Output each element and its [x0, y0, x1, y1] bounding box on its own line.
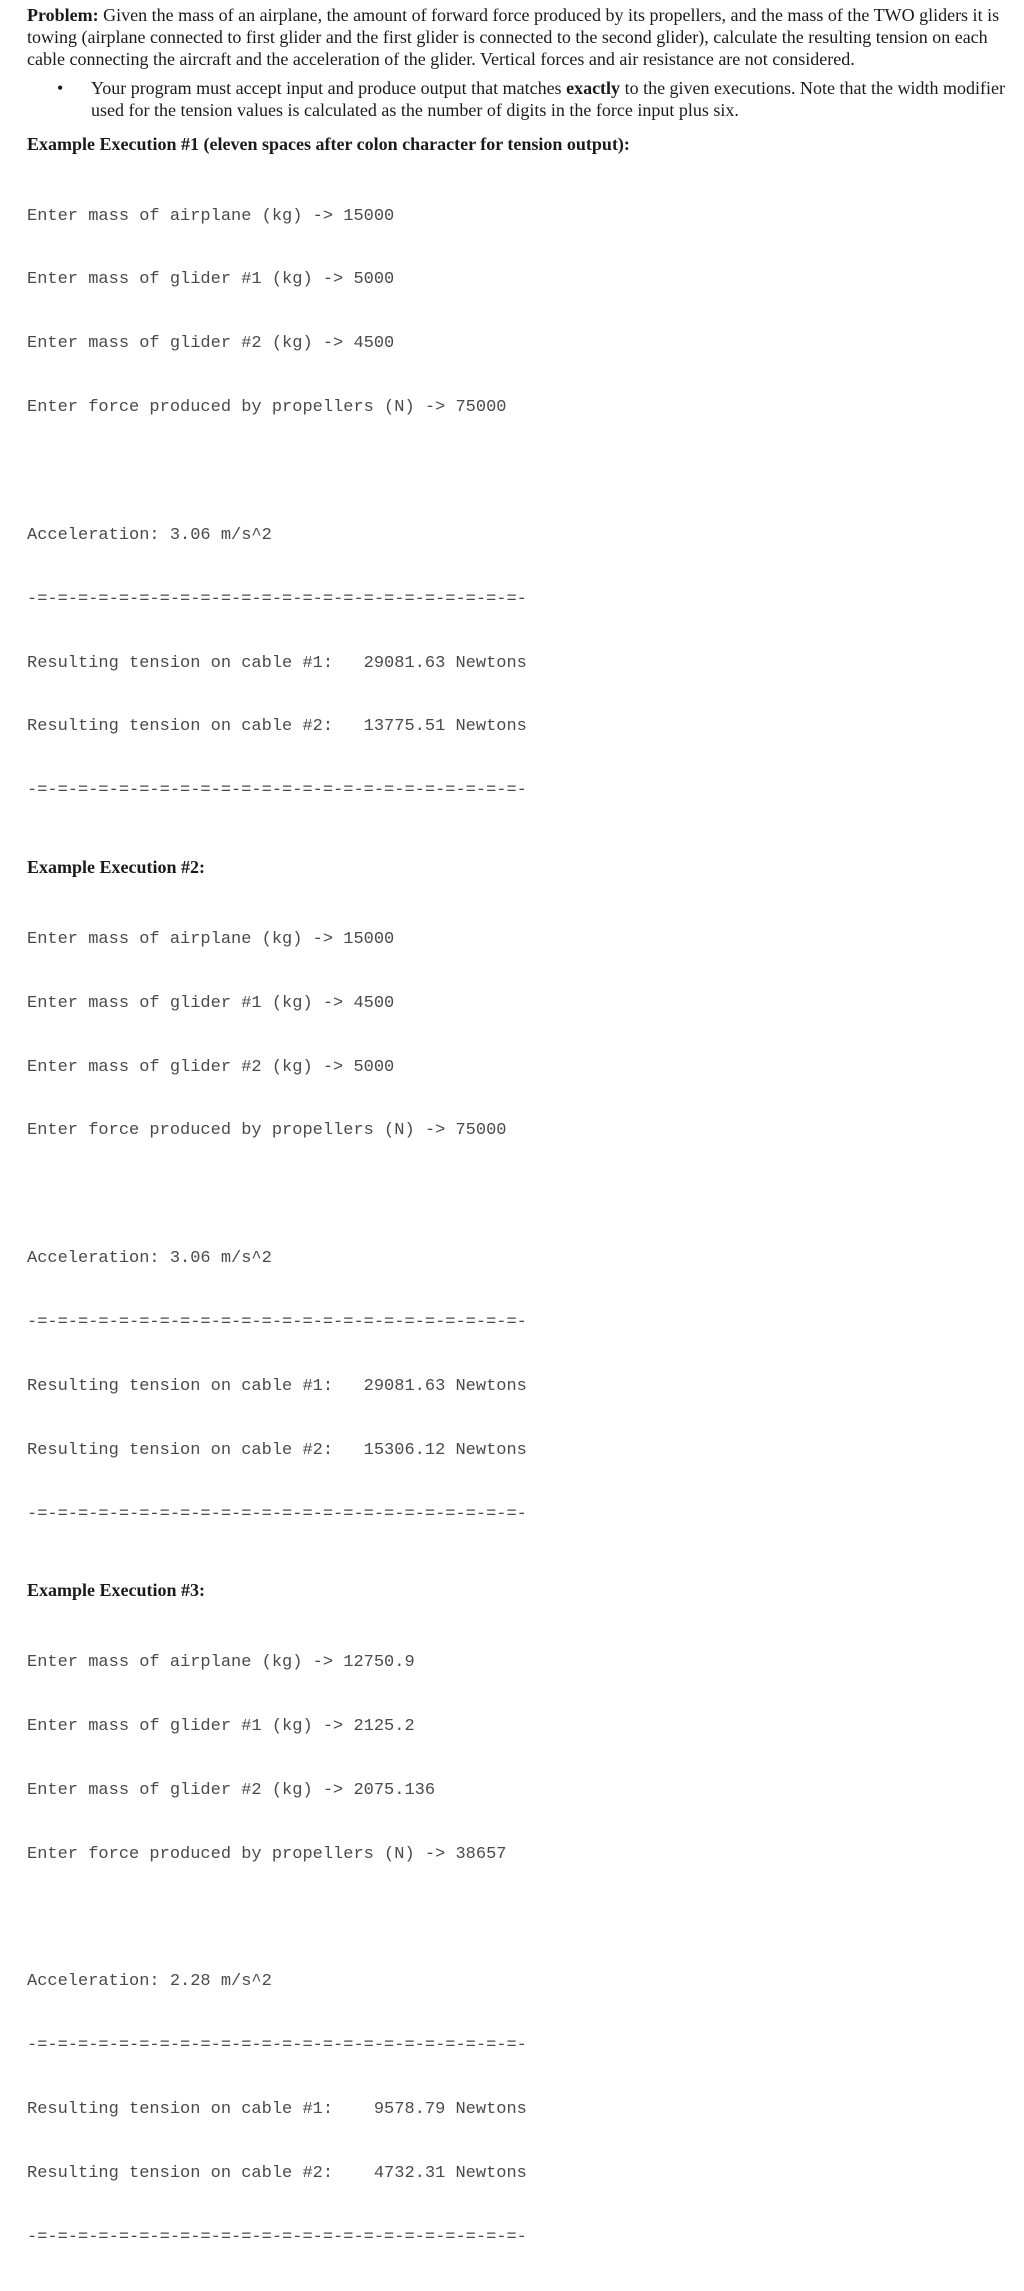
separator-line: -=-=-=-=-=-=-=-=-=-=-=-=-=-=-=-=-=-=-=-=-=-=-=-=-	[27, 1312, 527, 1332]
input-line: Enter mass of glider #2 (kg) -> 2075.136	[27, 1780, 436, 1800]
example-heading-1: Example Execution #1 (eleven spaces after colon character for tension output):	[27, 134, 630, 154]
example-output-1	[27, 163, 1007, 844]
separator-line: -=-=-=-=-=-=-=-=-=-=-=-=-=-=-=-=-=-=-=-=-=-=-=-=-	[27, 2227, 527, 2247]
problem-statement	[27, 4, 1007, 70]
separator-line: -=-=-=-=-=-=-=-=-=-=-=-=-=-=-=-=-=-=-=-=-=-=-=-=-	[27, 781, 527, 801]
tension-line: Resulting tension on cable #2: 13775.51 Newtons	[27, 717, 527, 737]
input-line: Enter force produced by propellers (N) -> 75000	[27, 398, 507, 418]
bullet-text-after: to the given executions. Note that the width modifier used for the tension values is calculated as the number of digits in the force input plus six.	[91, 78, 1005, 120]
problem-label: Problem:	[27, 5, 99, 25]
input-line: Enter mass of airplane (kg) -> 15000	[27, 929, 395, 949]
tension-line: Resulting tension on cable #1: 29081.63 Newtons	[27, 1376, 527, 1396]
separator-line: -=-=-=-=-=-=-=-=-=-=-=-=-=-=-=-=-=-=-=-=-=-=-=-=-	[27, 2036, 527, 2056]
example-heading-2: Example Execution #2:	[27, 857, 205, 878]
input-line: Enter force produced by propellers (N) -> 75000	[27, 1121, 507, 1141]
requirement-bullet	[27, 77, 1007, 121]
acceleration-line: Acceleration: 3.06 m/s^2	[27, 1248, 272, 1268]
separator-line: -=-=-=-=-=-=-=-=-=-=-=-=-=-=-=-=-=-=-=-=-=-=-=-=-	[27, 589, 527, 609]
example-output-2	[27, 886, 1007, 1567]
bullet-icon: •	[57, 78, 64, 98]
document	[27, 4, 1007, 2291]
tension-line: Resulting tension on cable #1: 29081.63 Newtons	[27, 653, 527, 673]
acceleration-line: Acceleration: 2.28 m/s^2	[27, 1972, 272, 1992]
input-line: Enter force produced by propellers (N) -> 38657	[27, 1844, 507, 1864]
input-line: Enter mass of glider #1 (kg) -> 4500	[27, 993, 395, 1013]
input-line: Enter mass of airplane (kg) -> 15000	[27, 206, 395, 226]
tension-line: Resulting tension on cable #2: 4732.31 Newtons	[27, 2163, 527, 2183]
input-line: Enter mass of glider #2 (kg) -> 5000	[27, 1057, 395, 1077]
separator-line: -=-=-=-=-=-=-=-=-=-=-=-=-=-=-=-=-=-=-=-=-=-=-=-=-	[27, 1504, 527, 1524]
acceleration-line: Acceleration: 3.06 m/s^2	[27, 525, 272, 545]
example-heading-3: Example Execution #3:	[27, 1580, 205, 1601]
problem-text: Given the mass of an airplane, the amount of forward force produced by its propellers, and the mass of the TWO gliders it is towing (airplane connected to first glider and the first glider is connected to the second glider), calculate the resulting tension on each cable connecting the aircraft and the acceleration of the glider. Vertical forces and air resistance are not considered.	[27, 5, 1000, 69]
input-line: Enter mass of glider #1 (kg) -> 2125.2	[27, 1716, 415, 1736]
bullet-emphasis: exactly	[566, 78, 621, 98]
example-output-3	[27, 1609, 1007, 2290]
tension-line: Resulting tension on cable #2: 15306.12 Newtons	[27, 1440, 527, 1460]
input-line: Enter mass of airplane (kg) -> 12750.9	[27, 1653, 415, 1672]
tension-line: Resulting tension on cable #1: 9578.79 Newtons	[27, 2099, 527, 2119]
input-line: Enter mass of glider #1 (kg) -> 5000	[27, 270, 395, 290]
bullet-text-before: Your program must accept input and produce output that matches	[91, 78, 567, 98]
input-line: Enter mass of glider #2 (kg) -> 4500	[27, 334, 395, 354]
